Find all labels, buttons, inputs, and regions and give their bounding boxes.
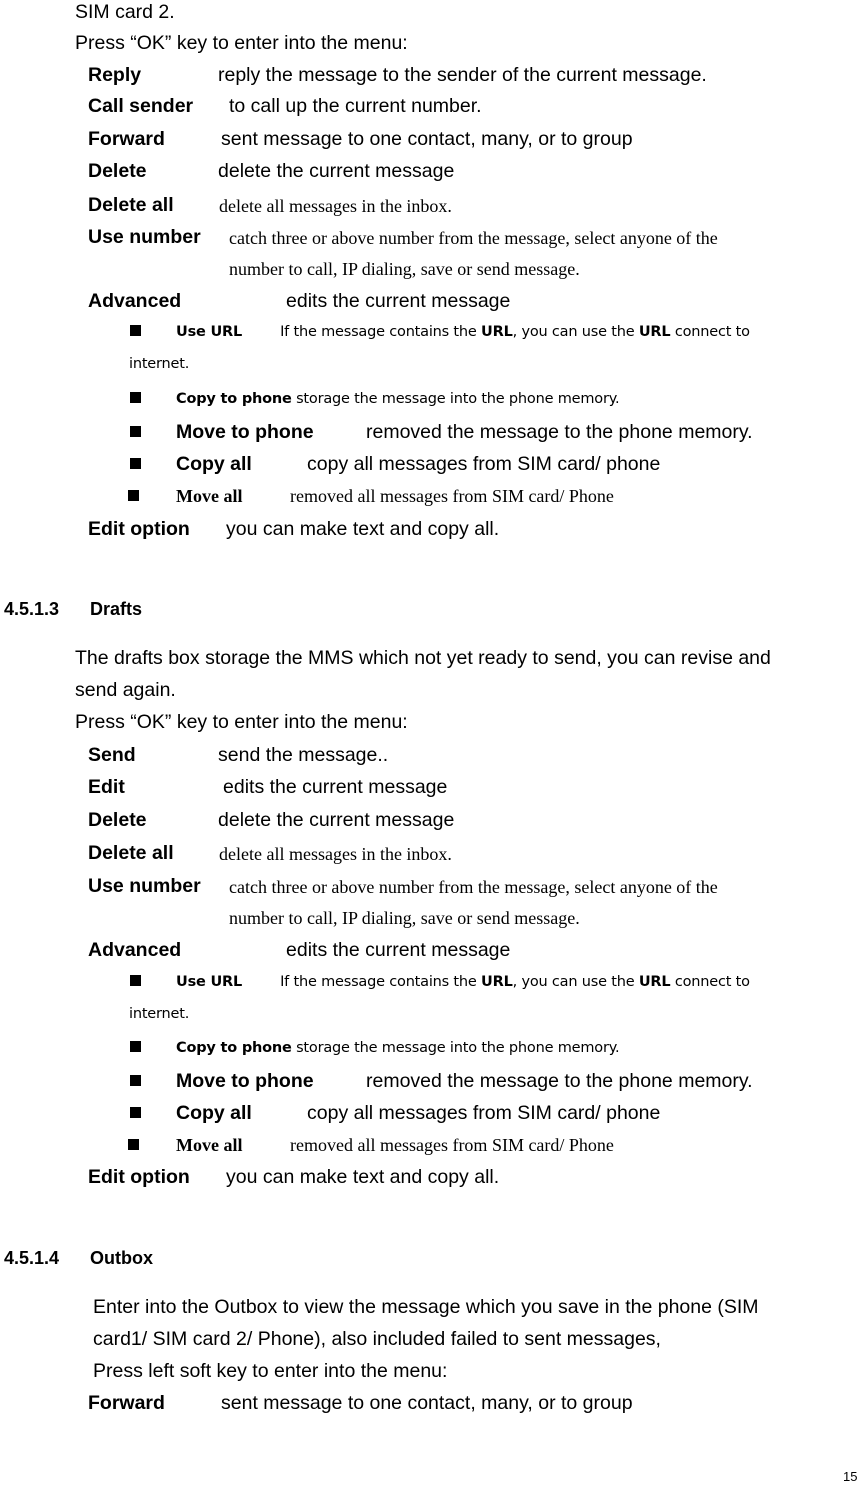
- drafts-heading-num: 4.5.1.3: [4, 599, 60, 619]
- inbox-use-url-term: Use URL: [176, 324, 243, 340]
- bullet-icon: [130, 1075, 141, 1086]
- bullet-icon: [130, 458, 141, 469]
- inbox-move-all-desc: removed all messages from SIM card/ Phone: [290, 486, 614, 506]
- outbox-forward-desc: sent message to one contact, many, or to group: [221, 1392, 633, 1414]
- drafts-send-term: Send: [88, 744, 136, 766]
- bullet-icon: [130, 426, 141, 437]
- bullet-icon: [130, 325, 141, 336]
- inbox-copy-phone-term: Copy to phone: [176, 391, 292, 407]
- inbox-delete-desc: delete the current message: [218, 160, 455, 182]
- drafts-use-url-desc-c: connect to: [670, 974, 750, 990]
- drafts-copy-phone-desc: storage the message into the phone memory.: [291, 1040, 620, 1056]
- bullet-icon: [130, 1107, 141, 1118]
- outbox-heading-title: Outbox: [90, 1248, 153, 1268]
- drafts-edit-option-desc: you can make text and copy all.: [226, 1166, 500, 1188]
- inbox-copy-phone-line: [176, 388, 619, 410]
- inbox-move-phone-term: Move to phone: [176, 421, 314, 443]
- inbox-edit-option-term: Edit option: [88, 518, 190, 540]
- inbox-use-url-desc2: internet.: [129, 356, 190, 372]
- inbox-call-term: Call sender: [88, 95, 194, 117]
- inbox-advanced-term: Advanced: [88, 290, 182, 312]
- drafts-edit-option-term: Edit option: [88, 1166, 190, 1188]
- inbox-advanced-desc: edits the current message: [286, 290, 511, 312]
- inbox-use-url-desc-b: , you can use the: [512, 324, 639, 340]
- inbox-copy-all-desc: copy all messages from SIM card/ phone: [307, 453, 661, 475]
- inbox-copy-phone-desc: storage the message into the phone memory.: [291, 391, 620, 407]
- drafts-move-phone-desc: removed the message to the phone memory.: [366, 1070, 753, 1092]
- inbox-delete-all-term: Delete all: [88, 194, 174, 216]
- drafts-edit-term: Edit: [88, 776, 125, 798]
- drafts-heading-title: Drafts: [90, 599, 143, 619]
- drafts-copy-phone-line: [176, 1037, 619, 1059]
- inbox-move-phone-desc: removed the message to the phone memory.: [366, 421, 753, 443]
- drafts-intro-line2: send again.: [75, 679, 176, 701]
- inbox-intro-line2: Press “OK” key to enter into the menu:: [75, 32, 408, 54]
- drafts-delete-desc: delete the current message: [218, 809, 455, 831]
- outbox-heading-num: 4.5.1.4: [4, 1248, 60, 1268]
- drafts-move-all-desc: removed all messages from SIM card/ Phone: [290, 1135, 614, 1155]
- drafts-delete-term: Delete: [88, 809, 147, 831]
- drafts-intro-line1: The drafts box storage the MMS which not yet ready to send, you can revise and: [75, 647, 771, 669]
- bullet-icon: [128, 490, 139, 501]
- inbox-move-all-term: Move all: [176, 486, 243, 506]
- inbox-call-desc: to call up the current number.: [229, 95, 482, 117]
- bullet-icon: [130, 1041, 141, 1052]
- drafts-move-all-term: Move all: [176, 1135, 243, 1155]
- inbox-reply-term: Reply: [88, 64, 142, 86]
- outbox-intro-line3: Press left soft key to enter into the menu:: [93, 1360, 448, 1382]
- inbox-delete-term: Delete: [88, 160, 147, 182]
- outbox-intro-line1: Enter into the Outbox to view the message which you save in the phone (SIM: [93, 1296, 759, 1318]
- bullet-icon: [128, 1139, 139, 1150]
- inbox-edit-option-desc: you can make text and copy all.: [226, 518, 500, 540]
- inbox-use-number-term: Use number: [88, 226, 201, 248]
- inbox-intro-line1: SIM card 2.: [75, 1, 175, 23]
- page-number: 15: [843, 1469, 858, 1484]
- drafts-move-phone-term: Move to phone: [176, 1070, 314, 1092]
- drafts-use-url-desc-a: If the message contains the: [280, 974, 482, 990]
- drafts-use-number-term: Use number: [88, 875, 201, 897]
- drafts-advanced-term: Advanced: [88, 939, 182, 961]
- inbox-forward-term: Forward: [88, 128, 165, 150]
- inbox-reply-desc: reply the message to the sender of the current message.: [218, 64, 707, 86]
- inbox-copy-all-term: Copy all: [176, 453, 252, 475]
- drafts-use-number-desc2: number to call, IP dialing, save or send message.: [229, 908, 580, 928]
- inbox-forward-desc: sent message to one contact, many, or to group: [221, 128, 633, 150]
- drafts-copy-all-desc: copy all messages from SIM card/ phone: [307, 1102, 661, 1124]
- inbox-delete-all-desc: delete all messages in the inbox.: [219, 196, 452, 216]
- drafts-copy-all-term: Copy all: [176, 1102, 252, 1124]
- inbox-use-number-desc1: catch three or above number from the message, select anyone of the: [229, 228, 718, 248]
- outbox-forward-term: Forward: [88, 1392, 165, 1414]
- drafts-use-url-desc2: internet.: [129, 1006, 190, 1022]
- inbox-use-url-desc-c: connect to: [670, 324, 750, 340]
- drafts-advanced-desc: edits the current message: [286, 939, 511, 961]
- inbox-use-number-desc2: number to call, IP dialing, save or send message.: [229, 259, 580, 279]
- bullet-icon: [130, 975, 141, 986]
- drafts-delete-all-term: Delete all: [88, 842, 174, 864]
- inbox-use-url-desc-a: If the message contains the: [280, 324, 482, 340]
- drafts-use-url-url1: URL: [481, 974, 513, 990]
- drafts-edit-desc: edits the current message: [223, 776, 448, 798]
- drafts-use-url-desc-b: , you can use the: [512, 974, 639, 990]
- bullet-icon: [130, 392, 141, 403]
- drafts-copy-phone-term: Copy to phone: [176, 1040, 292, 1056]
- drafts-use-url-line: [176, 971, 750, 993]
- drafts-delete-all-desc: delete all messages in the inbox.: [219, 844, 452, 864]
- drafts-use-url-url2: URL: [638, 974, 671, 990]
- drafts-send-desc: send the message..: [218, 744, 389, 766]
- drafts-intro-line3: Press “OK” key to enter into the menu:: [75, 711, 408, 733]
- inbox-use-url-url2: URL: [638, 324, 671, 340]
- inbox-use-url-line: [176, 321, 750, 343]
- drafts-use-url-term: Use URL: [176, 974, 243, 990]
- drafts-use-number-desc1: catch three or above number from the message, select anyone of the: [229, 877, 718, 897]
- inbox-use-url-url1: URL: [481, 324, 513, 340]
- outbox-intro-line2: card1/ SIM card 2/ Phone), also included failed to sent messages,: [93, 1328, 661, 1350]
